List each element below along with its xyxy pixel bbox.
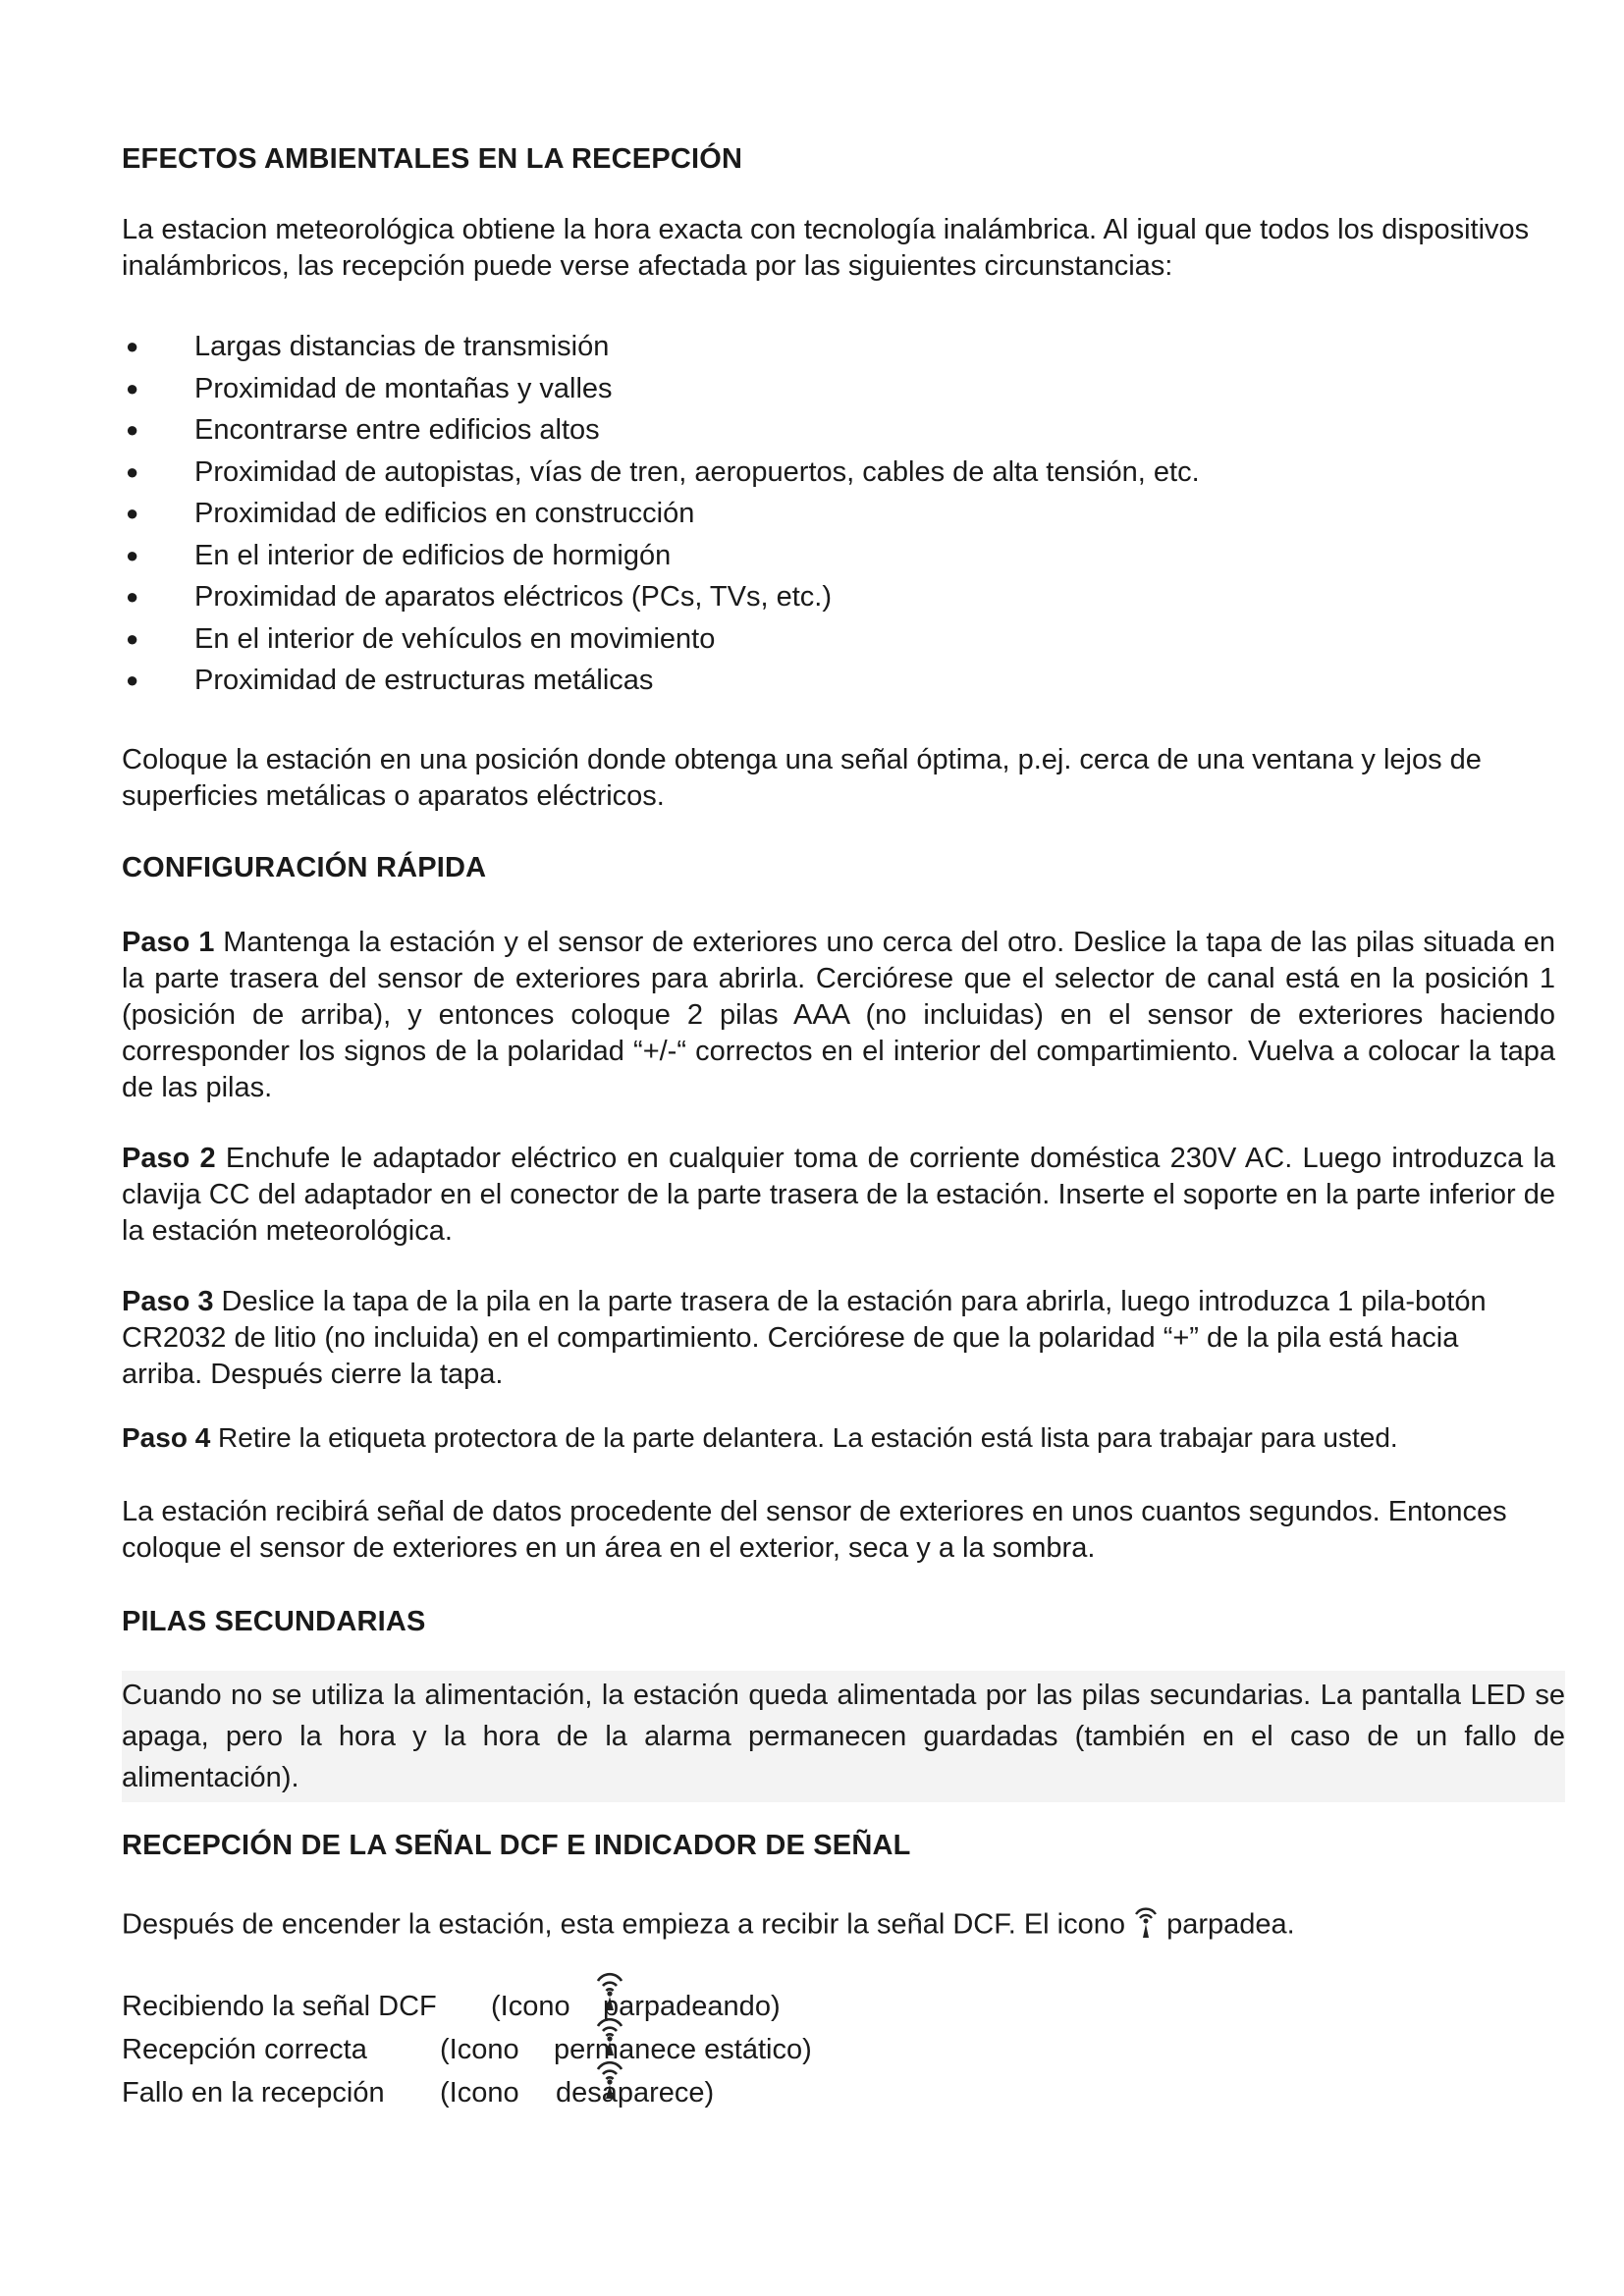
- list-item: ● Proximidad de autopistas, vías de tren, aeropuertos, cables de alta tensión, etc.: [122, 452, 1536, 494]
- bullet-icon: ●: [126, 542, 139, 567]
- bullet-icon: ●: [126, 417, 139, 442]
- step-label: Paso 4: [122, 1422, 211, 1453]
- bullet-icon: ●: [126, 625, 139, 651]
- bullet-icon: ●: [126, 458, 139, 484]
- list-item: ● Encontrarse entre edificios altos: [122, 409, 1536, 452]
- quick-setup-closing: La estación recibirá señal de datos procedente del sensor de exteriores en unos cuantos segundos. Entonces coloque el sensor de exteriores en un área en el exterior, seca y a la sombra.: [122, 1496, 1507, 1564]
- section-title-environment: EFECTOS AMBIENTALES EN LA RECEPCIÓN: [122, 143, 743, 175]
- list-item: Recibiendo la señal DCF (Icono parpadeando): [122, 1985, 1104, 2028]
- step-1: [122, 925, 1555, 1106]
- bullet-icon: ●: [126, 375, 139, 400]
- step-3: [122, 1284, 1526, 1393]
- section-title-quick-setup: CONFIGURACIÓN RÁPIDA: [122, 852, 487, 883]
- list-item: ● Proximidad de edificios en construcción: [122, 493, 1536, 535]
- section-title-backup-batteries: PILAS SECUNDARIAS: [122, 1606, 426, 1637]
- step-label: Paso 2: [122, 1143, 216, 1174]
- bullet-icon: ●: [126, 501, 139, 525]
- list-item: ● En el interior de vehículos en movimiento: [122, 618, 1536, 661]
- signal-tower-icon: [1133, 1902, 1159, 1949]
- list-item: ● Proximidad de estructuras metálicas: [122, 660, 1536, 702]
- step-text: Deslice la tapa de la pila en la parte trasera de la estación para abrirla, luego introduzca 1 pila-botón CR2032 de litio (no incluida) en el compartimiento. Cerciórese de que la polaridad “+” de la pila está hacia arriba. Después cierre la tapa.: [122, 1286, 1487, 1390]
- list-item: ● Largas distancias de transmisión: [122, 326, 1536, 368]
- list-item: ● Proximidad de montañas y valles: [122, 368, 1536, 410]
- step-label: Paso 3: [122, 1286, 214, 1317]
- step-4: [122, 1419, 1565, 1456]
- list-item: ● Proximidad de aparatos eléctricos (PCs, TVs, etc.): [122, 576, 1536, 618]
- bullet-icon: ●: [126, 584, 139, 609]
- step-text: Enchufe le adaptador eléctrico en cualquier toma de corriente doméstica 230V AC. Luego introduzca la clavija CC del adaptador en el conector de la parte trasera de la estación. Inserte el soporte en la parte inferior de la estación meteorológica.: [122, 1143, 1556, 1247]
- step-2: [122, 1141, 1555, 1250]
- list-item: Fallo en la recepción (Icono desaparece): [122, 2071, 1104, 2114]
- step-label: Paso 1: [122, 927, 215, 958]
- bullet-icon: ●: [126, 334, 139, 358]
- step-text: Mantenga la estación y el sensor de exteriores uno cerca del otro. Deslice la tapa de las pilas situada en la parte trasera del sensor de exteriores para abrirla. Cerciórese que el selector de canal está en la posición 1 (posición de arriba), y entonces coloque 2 pilas AAA (no incluidas) en el sensor de exteriores haciendo corresponder los signos de la polaridad “+/-“ correctos en el interior del compartimiento. Vuelva a colocar la tapa de las pilas.: [122, 927, 1556, 1103]
- bullet-icon: ●: [126, 667, 139, 692]
- list-item: Recepción correcta (Icono permanece estático): [122, 2028, 1104, 2071]
- environment-intro: La estacion meteorológica obtiene la hora exacta con tecnología inalámbrica. Al igual que todos los dispositivos inalámbricos, las recepción puede verse afectada por las siguientes circunstancias:: [122, 214, 1530, 282]
- list-item: ● En el interior de edificios de hormigón: [122, 535, 1536, 577]
- step-text: Retire la etiqueta protectora de la parte delantera. La estación está lista para trabajar para usted.: [210, 1422, 1398, 1453]
- environment-list: [122, 326, 1536, 702]
- dcf-intro: Después de encender la estación, esta empieza a recibir la señal DCF. El icono parpadea.: [122, 1902, 1565, 1949]
- section-title-dcf: RECEPCIÓN DE LA SEÑAL DCF E INDICADOR DE SEÑAL: [122, 1830, 911, 1861]
- backup-batteries-text: Cuando no se utiliza la alimentación, la estación queda alimentada por las pilas secundarias. La pantalla LED se apaga, pero la hora y la hora de la alarma permanecen guardadas (también en el caso de un fallo de alimentación).: [122, 1671, 1565, 1802]
- environment-outro: Coloque la estación en una posición donde obtenga una señal óptima, p.ej. cerca de una ventana y lejos de superficies metálicas o aparatos eléctricos.: [122, 744, 1482, 812]
- dcf-status-list: [122, 1985, 1104, 2114]
